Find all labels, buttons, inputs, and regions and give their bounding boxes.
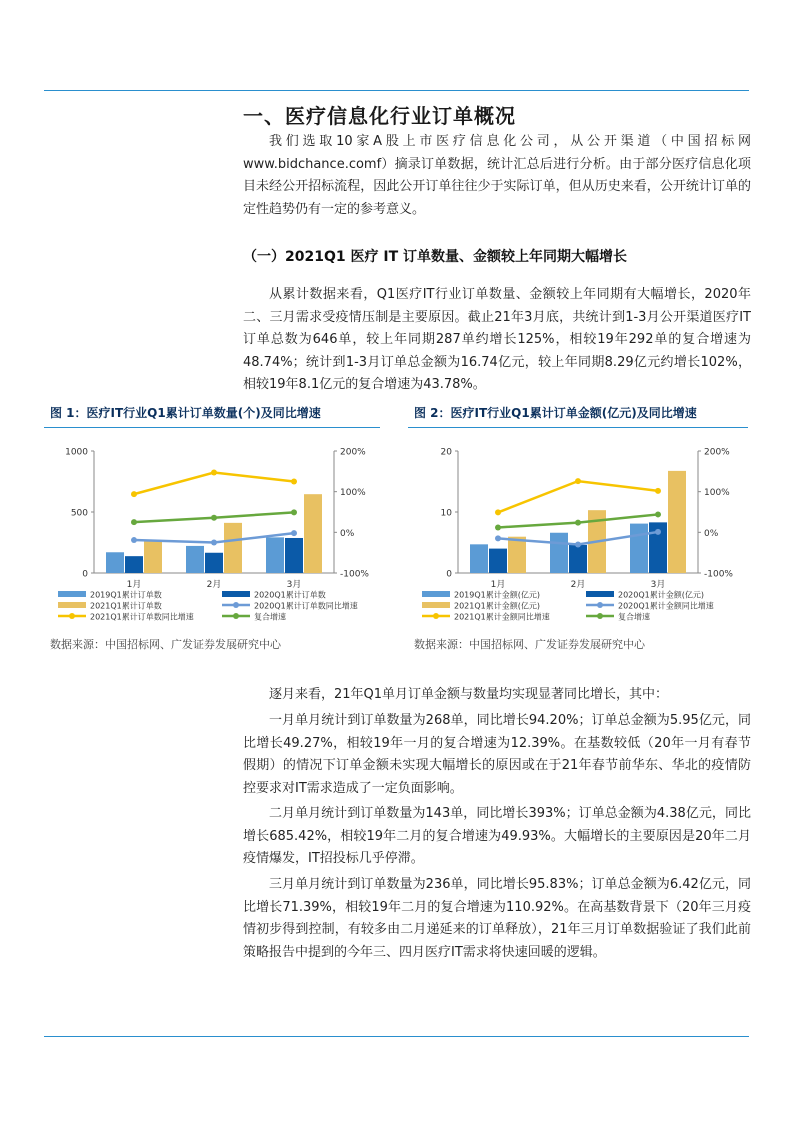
legend-label: 2021Q1累计金额(亿元) [454,601,540,611]
paragraph-monthly [243,684,751,707]
legend-marker-2021Q1累计金额同比增速 [433,613,439,619]
subsection-title: （一）2021Q1 医疗 IT 订单数量、金额较上年同期大幅增长 [243,249,627,265]
legend-label: 2020Q1累计金额(亿元) [618,590,704,600]
point-2020Q1累计订单数同比增速 [131,537,137,543]
bar-2020Q1累计金额(亿元) [569,545,587,573]
legend-marker-复合增速 [597,613,603,619]
line-2021Q1累计金额同比增速 [498,481,658,512]
paragraph-january-text: 一月单月统计到订单数量为268单，同比增长94.20%；订单总金额为5.95亿元，同比增长49.27%，相较19年一月的复合增速为12.39%。在基数较低（20年一月有春节假期）的情况下订单金额未实现大幅增长的原因或在于21年春节前华东、华北的疫情防控要求对IT需求造成了一定负面影响。 [243,713,751,796]
point-复合增速 [211,515,217,521]
legend-label: 2020Q1累计订单数 [254,590,326,600]
point-复合增速 [495,524,501,530]
legend-label: 复合增速 [618,612,650,622]
y2-tick-label: 200% [704,447,730,458]
x-tick-label: 3月 [650,580,666,590]
y-tick-label: 0 [82,569,88,580]
point-2021Q1累计金额同比增速 [495,509,501,515]
bar-2020Q1累计金额(亿元) [489,549,507,573]
legend-swatch-2019Q1累计金额(亿元) [422,591,450,597]
bar-2021Q1累计订单数 [144,540,162,573]
legend-marker-2020Q1累计订单数同比增速 [233,602,239,608]
figure2-chart [408,432,750,630]
figure1-chart [44,432,384,630]
y-tick-label: 0 [446,569,452,580]
figure1-title: 图 1：医疗IT行业Q1累计订单数量(个)及同比增速 [50,406,321,420]
x-tick-label: 2月 [206,580,222,590]
y-tick-label: 10 [440,508,452,519]
bar-2021Q1累计金额(亿元) [668,471,686,573]
intro-paragraph [243,131,751,221]
point-2021Q1累计订单数同比增速 [291,479,297,485]
point-2020Q1累计订单数同比增速 [291,530,297,536]
y-tick-label: 500 [70,508,88,519]
point-复合增速 [291,509,297,515]
figure1-rule [44,427,380,428]
intro-text: 我们选取10家A股上市医疗信息化公司，从公开渠道（中国招标网www.bidchance.comf）摘录订单数据，统计汇总后进行分析。由于部分医疗信息化项目未经公开招标流程，因此公开订单往往少于实际订单，但从历史来看，公开统计订单的定性趋势仍有一定的参考意义。 [243,134,751,217]
x-tick-label: 3月 [286,580,302,590]
legend-label: 2021Q1累计订单数同比增速 [90,612,194,622]
x-tick-label: 2月 [570,580,586,590]
line-2021Q1累计订单数同比增速 [134,473,294,495]
top-rule [44,90,749,91]
legend-label: 2021Q1累计金额同比增速 [454,612,550,622]
paragraph-january [243,710,751,800]
legend-swatch-2020Q1累计金额(亿元) [586,591,614,597]
paragraph-february-text: 二月单月统计到订单数量为143单，同比增长393%；订单总金额为4.38亿元，同比增长685.42%，相较19年二月的复合增速为49.93%。大幅增长的主要原因是20年二月疫情爆发，IT招投标几乎停滞。 [243,806,751,866]
y2-tick-label: 0% [704,528,719,539]
bar-2021Q1累计订单数 [224,523,242,573]
paragraph-cumulative-text: 从累计数据来看，Q1医疗IT行业订单数量、金额较上年同期有大幅增长，2020年二、三月需求受疫情压制是主要原因。截止21年3月底，共统计到1-3月公开渠道医疗IT订单总数为646单，较上年同期287单约增长125%，相较19年292单的复合增速为48.74%；统计到1-3月订单总金额为16.74亿元，较上年同期8.29亿元约增长102%，相较19年8.1亿元的复合增速为43.78%。 [243,287,751,392]
point-2020Q1累计金额同比增速 [495,535,501,541]
y2-tick-label: 0% [340,528,355,539]
legend-label: 2019Q1累计订单数 [90,590,162,600]
point-复合增速 [575,520,581,526]
y-tick-label: 1000 [65,447,88,458]
y2-tick-label: -100% [704,569,733,580]
legend-label: 2019Q1累计金额(亿元) [454,590,540,600]
section-title: 一、医疗信息化行业订单概况 [243,104,516,128]
paragraph-february [243,803,751,871]
point-复合增速 [655,511,661,517]
y2-tick-label: 100% [704,488,730,499]
legend-marker-复合增速 [233,613,239,619]
paragraph-cumulative [243,284,751,397]
legend-marker-2020Q1累计金额同比增速 [597,602,603,608]
bar-2019Q1累计订单数 [266,537,284,573]
y2-tick-label: 200% [340,447,366,458]
bar-2019Q1累计金额(亿元) [470,544,488,573]
y2-tick-label: 100% [340,488,366,499]
paragraph-march-text: 三月单月统计到订单数量为236单，同比增长95.83%；订单总金额为6.42亿元，同比增长71.39%，相较19年二月的复合增速为110.92%。在高基数背景下（20年三月疫情初步得到控制，有较多由二月递延来的订单释放），21年三月订单数据验证了我们此前策略报告中提到的今年三、四月医疗IT需求将快速回暖的逻辑。 [243,877,751,960]
bar-2019Q1累计订单数 [186,546,204,573]
figure2-title: 图 2：医疗IT行业Q1累计订单金额(亿元)及同比增速 [414,406,697,420]
point-复合增速 [131,519,137,525]
bar-2019Q1累计金额(亿元) [630,524,648,573]
y-tick-label: 20 [440,447,452,458]
bar-2020Q1累计订单数 [285,538,303,573]
point-2021Q1累计订单数同比增速 [131,491,137,497]
legend-label: 2020Q1累计金额同比增速 [618,601,714,611]
bar-2019Q1累计订单数 [106,552,124,573]
paragraph-march [243,874,751,964]
point-2020Q1累计金额同比增速 [575,542,581,548]
bottom-rule [44,1036,749,1037]
legend-swatch-2021Q1累计订单数 [58,602,86,608]
x-tick-label: 1月 [490,580,506,590]
point-2021Q1累计订单数同比增速 [211,470,217,476]
bar-2021Q1累计订单数 [304,494,322,573]
legend-label: 复合增速 [254,612,286,622]
figure2-rule [408,427,748,428]
figure2-source: 数据来源：中国招标网、广发证券发展研究中心 [414,638,645,651]
figure1-source: 数据来源：中国招标网、广发证券发展研究中心 [50,638,281,651]
legend-label: 2020Q1累计订单数同比增速 [254,601,358,611]
legend-swatch-2021Q1累计金额(亿元) [422,602,450,608]
point-2021Q1累计金额同比增速 [575,478,581,484]
paragraph-monthly-text: 逐月来看，21年Q1单月订单金额与数量均实现显著同比增长，其中： [269,687,669,702]
legend-label: 2021Q1累计订单数 [90,601,162,611]
point-2020Q1累计金额同比增速 [655,529,661,535]
bar-2020Q1累计订单数 [125,556,143,573]
bar-2019Q1累计金额(亿元) [550,533,568,573]
bar-2020Q1累计订单数 [205,553,223,573]
legend-swatch-2019Q1累计订单数 [58,591,86,597]
bar-2021Q1累计金额(亿元) [508,537,526,573]
x-tick-label: 1月 [126,580,142,590]
y2-tick-label: -100% [340,569,369,580]
point-2020Q1累计订单数同比增速 [211,540,217,546]
legend-swatch-2020Q1累计订单数 [222,591,250,597]
point-2021Q1累计金额同比增速 [655,488,661,494]
legend-marker-2021Q1累计订单数同比增速 [69,613,75,619]
